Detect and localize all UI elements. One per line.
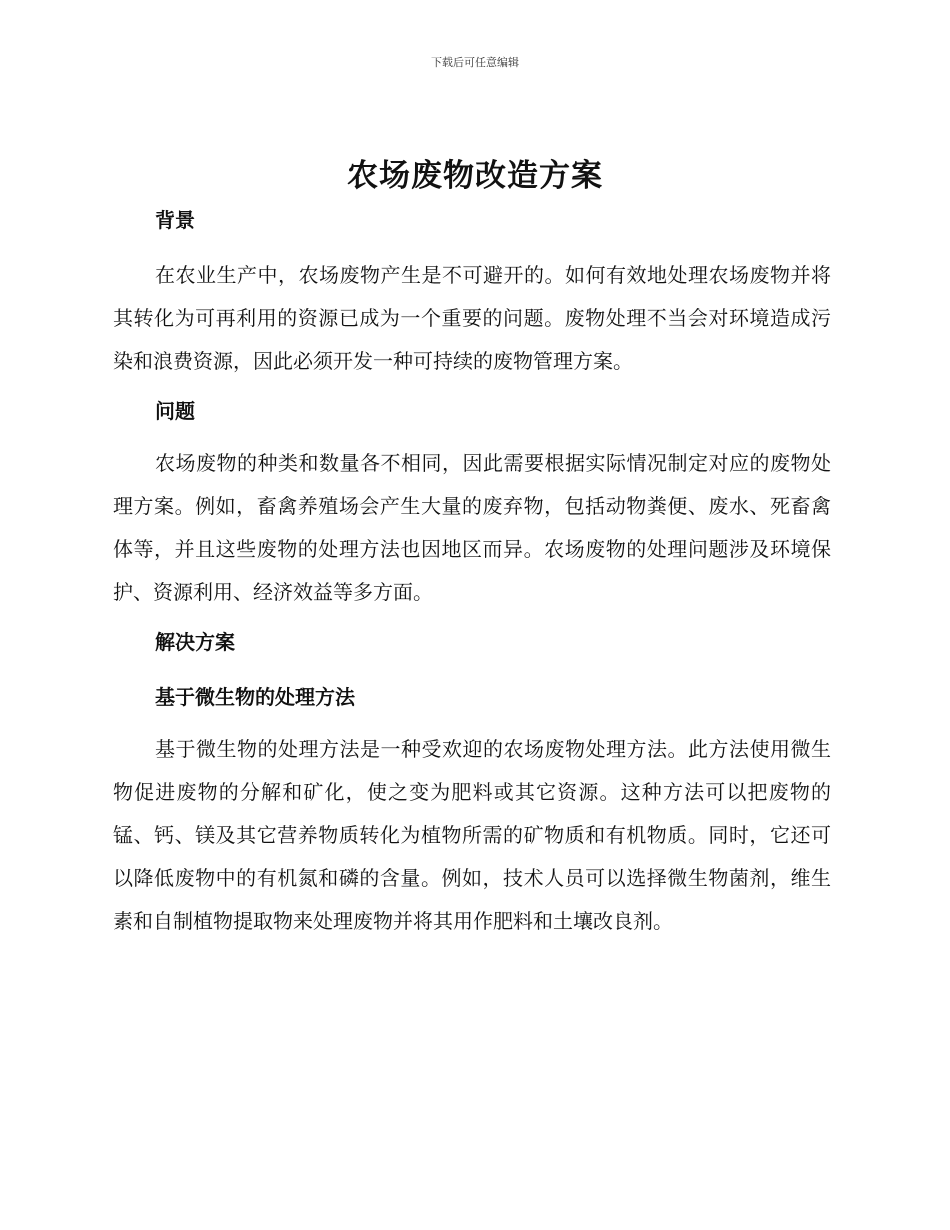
page-header-note: 下载后可任意编辑 — [431, 56, 519, 69]
section-heading-solution: 解决方案 — [155, 630, 235, 654]
paragraph-problem: 农场废物的种类和数量各不相同，因此需要根据实际情况制定对应的废物处理方案。例如，畜禽养殖场会产生大量的废弃物，包括动物粪便、废水、死畜禽体等，并且这些废物的处理方法也因地区而异。农场废物的处理问题涉及环境保护、资源利用、经济效益等多方面。 — [113, 451, 831, 604]
document-title: 农场废物改造方案 — [347, 158, 603, 194]
document-body — [113, 203, 831, 943]
paragraph-microbial: 基于微生物的处理方法是一种受欢迎的农场废物处理方法。此方法使用微生物促进废物的分解和矿化，使之变为肥料或其它资源。这种方法可以把废物的锰、钙、镁及其它营养物质转化为植物所需的矿物质和有机物质。同时，它还可以降低废物中的有机氮和磷的含量。例如，技术人员可以选择微生物菌剂，维生素和自制植物提取物来处理废物并将其用作肥料和土壤改良剂。 — [113, 737, 831, 933]
section-heading-problem: 问题 — [155, 399, 195, 423]
section-heading-microbial: 基于微生物的处理方法 — [155, 685, 355, 709]
section-heading-background: 背景 — [155, 208, 195, 232]
paragraph-background: 在农业生产中，农场废物产生是不可避开的。如何有效地处理农场废物并将其转化为可再利用的资源已成为一个重要的问题。废物处理不当会对环境造成污染和浪费资源，因此必须开发一种可持续的废物管理方案。 — [113, 263, 831, 373]
